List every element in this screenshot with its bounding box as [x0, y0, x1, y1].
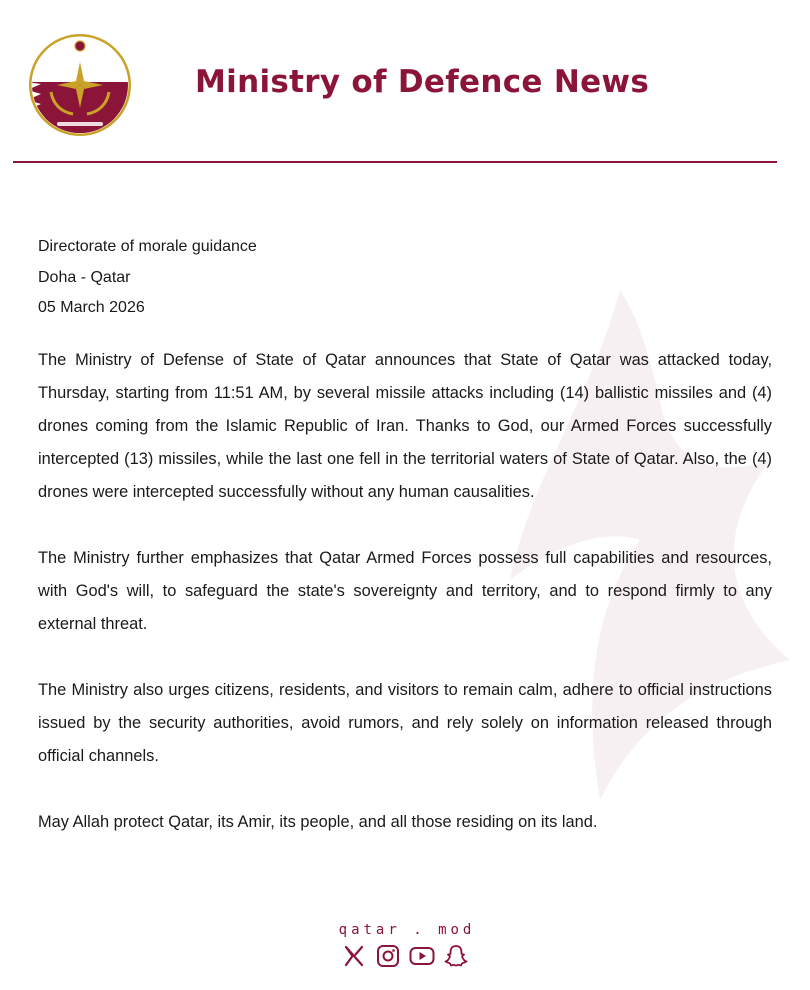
ministry-emblem-logo [27, 32, 133, 138]
paragraph: The Ministry of Defense of State of Qatar announces that State of Qatar was attacked today, Thursday, starting from 11:51 AM, by several missile attacks including (14) ballistic missiles and (4) drones coming from the Islamic Republic of Iran. Thanks to God, our Armed Forces successfully intercepted (13) missiles, while the last one fell in the territorial waters of State of Qatar. Also, the (4) drones were intercepted successfully without any human causalities. [38, 351, 772, 501]
youtube-icon[interactable] [409, 943, 435, 969]
footer [0, 922, 810, 969]
instagram-icon[interactable] [375, 943, 401, 969]
directorate-line: Directorate of morale guidance [38, 238, 257, 255]
paragraph: The Ministry further emphasizes that Qatar Armed Forces possess full capabilities and resources, with God's will, to safeguard the state's sovereignty and territory, and to respond firmly to any external threat. [38, 549, 772, 633]
document-meta [38, 232, 257, 324]
social-icons [0, 943, 810, 969]
location-line: Doha - Qatar [38, 268, 131, 286]
x-icon[interactable] [341, 943, 367, 969]
social-handle: qatar . mod [338, 922, 476, 938]
statement-body [38, 344, 772, 872]
header-divider [13, 161, 777, 163]
page-title: Ministry of Defence News [195, 64, 650, 100]
snapchat-icon[interactable] [443, 943, 469, 969]
paragraph: The Ministry also urges citizens, residents, and visitors to remain calm, adhere to official instructions issued by the security authorities, avoid rumors, and rely solely on information released through official channels. [38, 681, 772, 765]
date-line: 05 March 2026 [38, 299, 145, 316]
letterhead [0, 0, 810, 165]
paragraph: May Allah protect Qatar, its Amir, its people, and all those residing on its land. [38, 813, 598, 831]
